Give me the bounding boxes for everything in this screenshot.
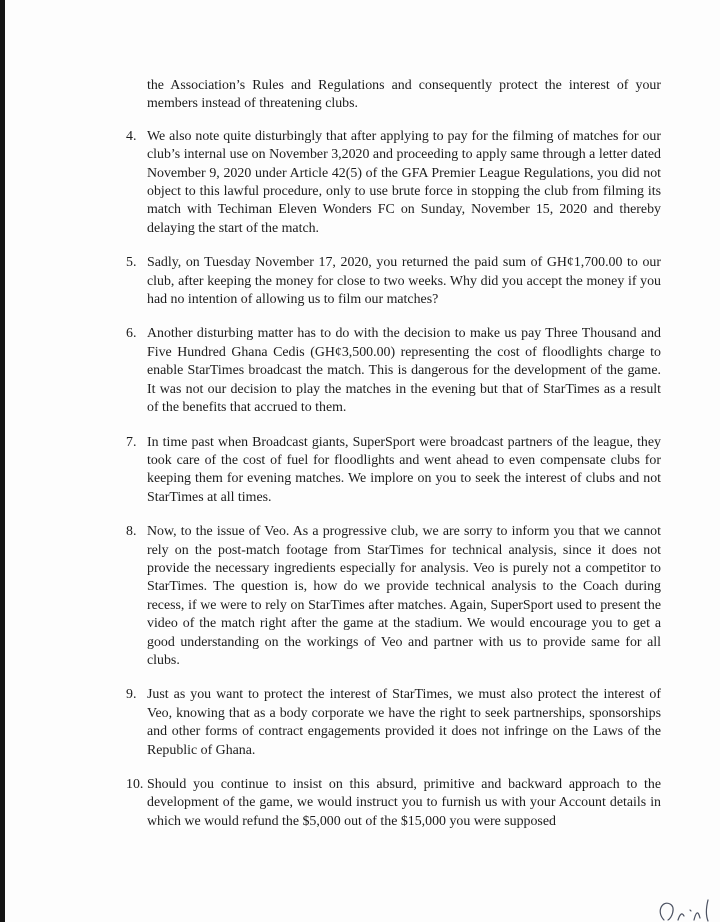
item-text: In time past when Broadcast giants, SuperSport were broadcast partners of the league, they took care of the cost of fuel for floodlights and went ahead to even compensate clubs for keeping them for evening matches. We implore on you to seek the interest of clubs and not StarTimes at all times. [147,434,661,505]
signature-icon [650,890,720,922]
list-item-8 [126,523,661,670]
continuation-paragraph: the Association’s Rules and Regulations and consequently protect the interest of your members instead of threatening clubs. [147,78,661,112]
item-text: Now, to the issue of Veo. As a progressive club, we are sorry to inform you that we cannot rely on the post-match footage from StarTimes for technical analysis, since it does not provide the necessary ingredients especially for analysis. Veo is purely not a competitor to StarTimes. The question is, how do we provide technical analysis to the Coach during recess, if we were to rely on StarTimes after matches. Again, SuperSport used to present the video of the match right after the game at the stadium. We would encourage you to get a good understanding on the workings of Veo and partner with us to provide same for all clubs. [147,524,661,668]
item-number: 8. [126,524,137,540]
letter-body [126,77,661,847]
item-number: 7. [126,434,137,450]
item-text: Sadly, on Tuesday November 17, 2020, you returned the paid sum of GH¢1,700.00 to our club, after keeping the money for close to two weeks. Why did you accept the money if you had no intention of allowing us to film our matches? [147,255,661,308]
item-number: 9. [126,687,137,703]
list-item-5 [126,254,661,309]
item-number: 5. [126,255,137,271]
list-item-9 [126,686,661,760]
item-text: Should you continue to insist on this absurd, primitive and backward approach to the development of the game, we would instruct you to furnish us with your Account details in which we would refund the $5,000 out of the $15,000 you were supposed [147,777,661,829]
item-number: 4. [126,128,137,144]
item-text: We also note quite disturbingly that after applying to pay for the filming of matches for our club’s internal use on November 3,2020 and proceeding to apply same through a letter dated November 9, 2020 under Article 42(5) of the GFA Premier League Regulations, you did not object to this lawful procedure, only to use brute force in stopping the club from filming its match with Techiman Eleven Wonders FC on Sunday, November 15, 2020 and thereby delaying the start of the match. [147,128,661,236]
list-item-4 [126,128,661,238]
list-item-7 [126,434,661,508]
item-number: 6. [126,326,137,342]
item-number: 10. [126,777,144,792]
item-text: Just as you want to protect the interest of StarTimes, we must also protect the interest of Veo, knowing that as a body corporate we have the right to seek partnerships, sponsorships and other forms of contract engagements provided it does not infringe on the Laws of the Republic of Ghana. [147,687,661,758]
item-text: Another disturbing matter has to do with the decision to make us pay Three Thousand and Five Hundred Ghana Cedis (GH¢3,500.00) representing the cost of floodlights charge to enable StarTimes broadcast the match. This is dangerous for the development of the game. It was not our decision to play the matches in the evening but that of StarTimes as a result of the benefits that accrued to them. [147,326,661,416]
list-item-10 [126,776,661,831]
document-page [5,0,720,922]
list-item-6 [126,325,661,417]
